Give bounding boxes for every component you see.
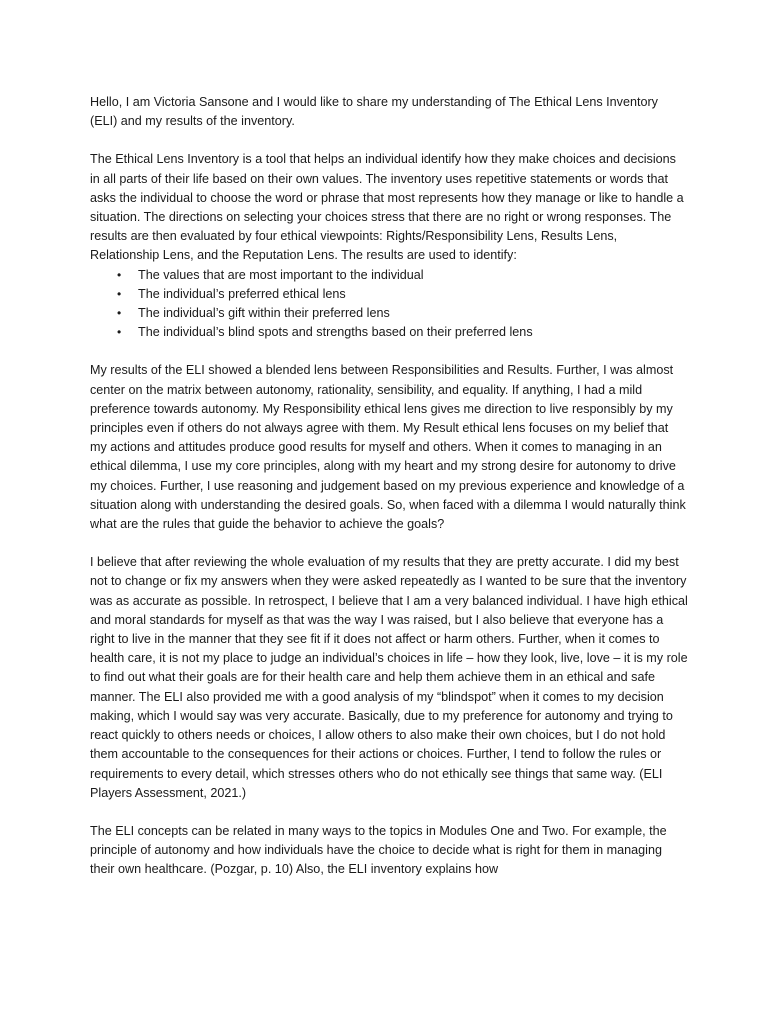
list-item-text: The values that are most important to the individual [138,267,424,282]
paragraph-modules-relation: The ELI concepts can be related in many ways to the topics in Modules One and Two. For example, the principle of autonomy and how individuals have the choice to decide what is right for them in managing their own healthcare. (Pozgar, p. 10) Also, the ELI inventory explains how [90,823,667,877]
bullet-icon: • [117,286,122,301]
list-item-text: The individual’s preferred ethical lens [138,286,346,301]
list-item-text: The individual’s blind spots and strengths based on their preferred lens [138,325,533,340]
list-item-text: The individual’s gift within their preferred lens [138,306,390,321]
paragraph-introduction: Hello, I am Victoria Sansone and I would like to share my understanding of The Ethical Lens Inventory (ELI) and my results of the inventory. [90,95,658,129]
list-item [90,266,688,285]
paragraph-accuracy-reflection: I believe that after reviewing the whole evaluation of my results that they are pretty accurate. I did my best not to change or fix my answers when they were asked repeatedly as I wanted to be sure that the inventory was as accurate as possible. In retrospect, I believe that I am a very balanced individual. I have high ethical and moral standards for myself as that was the way I was raised, but I also believe that everyone has a right to live in the manner that they see fit if it does not affect or harm others. Further, when it comes to health care, it is not my place to judge an individual’s choices in life – how they look, live, love – it is my role to find out what their goals are for their health care and help them achieve them in an ethical and safe manner. The ELI also provided me with a good analysis of my “blindspot” when it comes to my decision making, which I would say was very accurate. Basically, due to my preference for autonomy and trying to react quickly to others needs or choices, I allow others to also make their own choices, but I do not hold them accountable to the consequences for their actions or choices. Further, I tend to follow the rules or requirements to every detail, which stresses others who do not ethically see things that same way. (ELI Players Assessment, 2021.) [90,555,688,800]
bullet-list [90,266,688,343]
document-page [90,93,688,899]
paragraph-eli-description: The Ethical Lens Inventory is a tool that helps an individual identify how they make choices and decisions in all parts of their life based on their own values. The inventory uses repetitive statements or words that asks the individual to choose the word or phrase that most represents how they manage or like to handle a situation. The directions on selecting your choices stress that there are no right or wrong responses. The results are then evaluated by four ethical viewpoints: Rights/Responsibility Lens, Results Lens, Relationship Lens, and the Reputation Lens. The results are used to identify: [90,152,684,263]
list-item [90,285,688,304]
list-item [90,323,688,342]
paragraph-eli-results: My results of the ELI showed a blended lens between Responsibilities and Results. Further, I was almost center on the matrix between autonomy, rationality, sensibility, and equality. If anything, I had a mild preference towards autonomy. My Responsibility ethical lens gives me direction to live responsibly by my principles even if others do not always agree with them. My Result ethical lens focuses on my belief that my actions and attitudes produce good results for myself and others. When it comes to managing in an ethical dilemma, I use my core principles, along with my heart and my strong desire for autonomy to drive my choices. Further, I use reasoning and judgement based on my previous experience and knowledge of a situation along with understanding the desired goals. So, when faced with a dilemma I would naturally think what are the rules that guide the behavior to achieve the goals? [90,363,686,532]
bullet-icon: • [117,325,122,340]
bullet-icon: • [117,306,122,321]
list-item [90,304,688,323]
bullet-icon: • [117,267,122,282]
